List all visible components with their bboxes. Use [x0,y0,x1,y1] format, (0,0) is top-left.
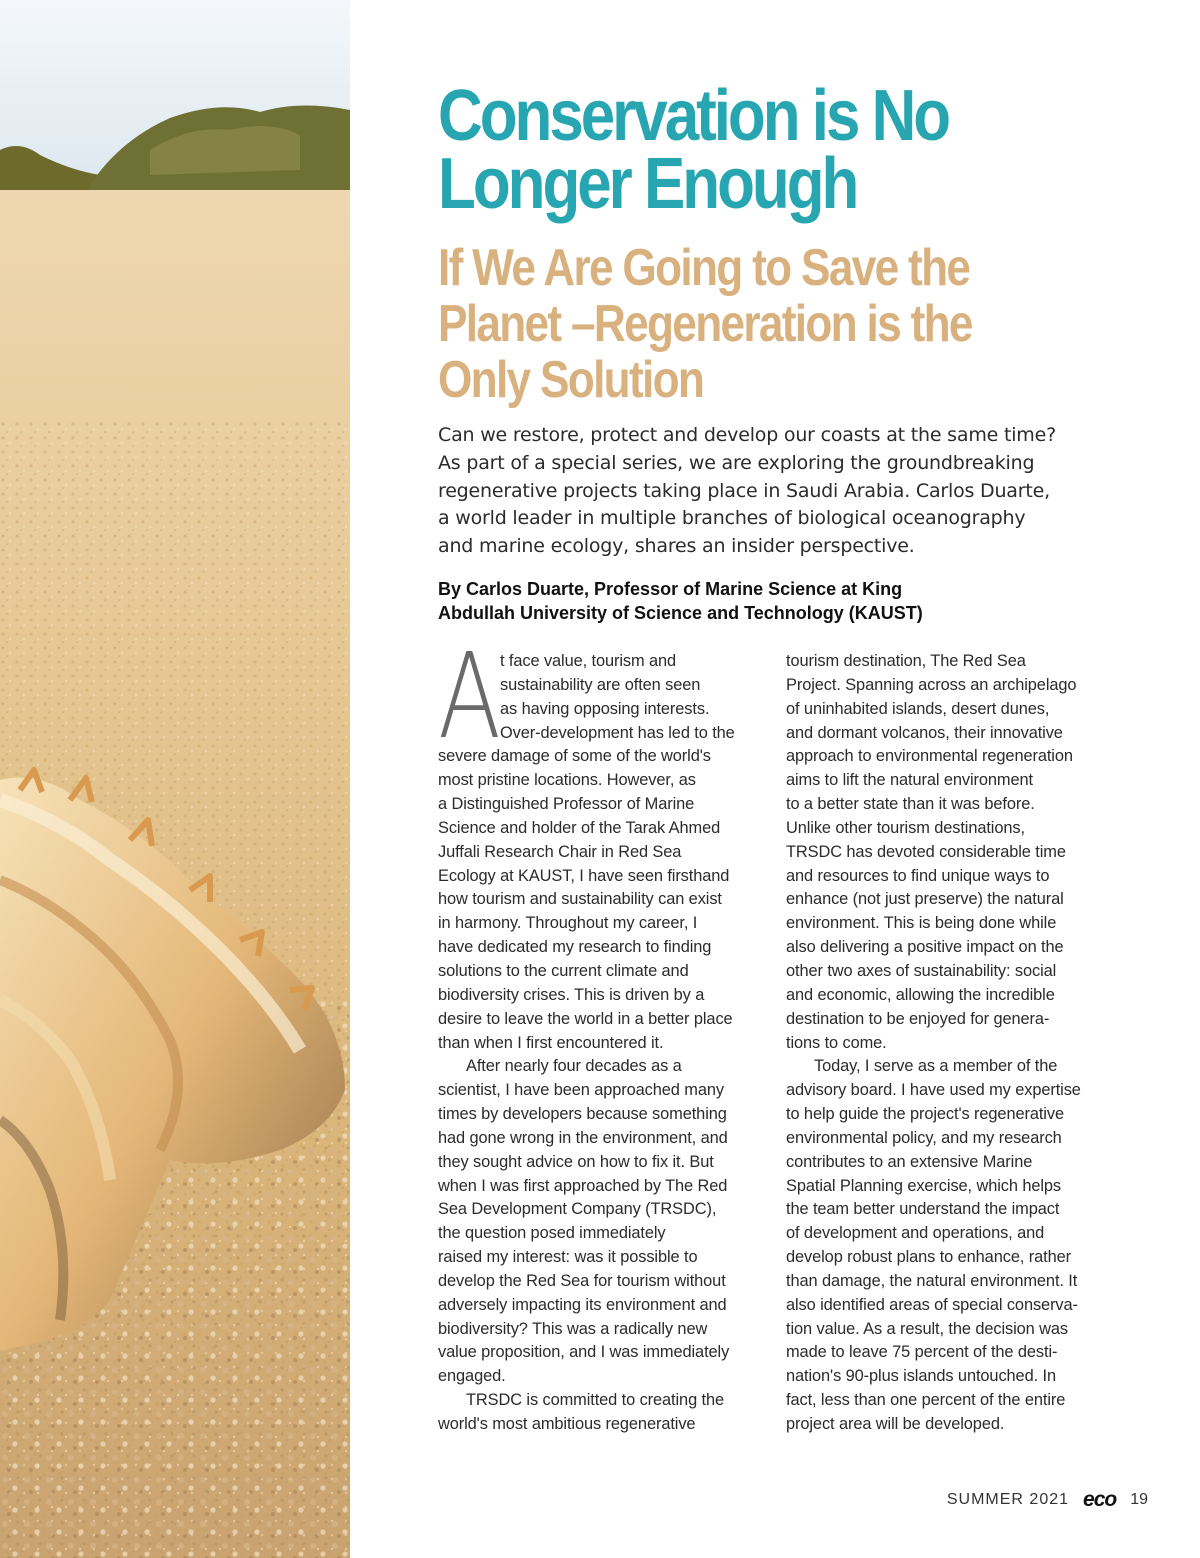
eco-logo: eco [1083,1488,1117,1511]
body-text-line: how tourism and sustainability can exist [438,890,722,909]
body-text-line: biodiversity crises. This is driven by a [438,985,705,1004]
body-text-line: and dormant volcanos, their innovative [786,723,1063,742]
body-text-line: severe damage of some of the world's [438,747,711,766]
body-text-line: advisory board. I have used my expertise [786,1081,1081,1100]
body-text-line: sustainability are often seen [500,675,701,694]
body-text-line: tion value. As a result, the decision was [786,1319,1068,1338]
intro-line: regenerative projects taking place in Saudi Arabia. Carlos Duarte, [438,479,1050,502]
byline-line: By Carlos Duarte, Professor of Marine Science at King [438,579,903,599]
body-text-line: times by developers because something [438,1105,727,1124]
body-text-line: Project. Spanning across an archipelago [786,675,1077,694]
body-text-line: environment. This is being done while [786,914,1057,933]
body-text-line: most pristine locations. However, as [438,771,696,790]
body-text-line: environmental policy, and my research [786,1128,1062,1147]
body-text-line: tourism destination, The Red Sea [786,652,1026,670]
body-text-line: world's most ambitious regenerative [438,1415,696,1433]
body-text-line: made to leave 75 percent of the desti- [786,1343,1058,1362]
body-text-line: engaged. [438,1367,506,1386]
body-text-line: Unlike other tourism destinations, [786,818,1025,837]
body-text-line: the team better understand the impact [786,1200,1060,1219]
article-intro [438,422,1138,561]
body-text-line: Juffali Research Chair in Red Sea [438,842,682,861]
body-text-line: also identified areas of special conserva- [786,1295,1078,1314]
body-text-line: to help guide the project's regenerative [786,1105,1064,1124]
intro-line: Can we restore, protect and develop our coasts at the same time? [438,424,1056,446]
body-text-line: a Distinguished Professor of Marine [438,795,695,814]
body-text-line: raised my interest: was it possible to [438,1248,698,1267]
body-text-line: contributes to an extensive Marine [786,1152,1033,1171]
body-text-line: value proposition, and I was immediately [438,1343,730,1362]
body-text-line: Today, I serve as a member of the [814,1057,1058,1076]
body-text-line: also delivering a positive impact on the [786,938,1064,957]
article-subheadline [438,240,1067,408]
article-headline: Conservation is No Longer Enough [438,76,949,224]
body-text-line: aims to lift the natural environment [786,771,1033,790]
body-text-line: had gone wrong in the environment, and [438,1128,728,1147]
intro-line: a world leader in multiple branches of biological oceanography [438,507,1026,530]
body-text-line: than damage, the natural environment. It [786,1271,1078,1290]
body-text-line: desire to leave the world in a better place [438,1009,733,1028]
body-text-line: develop robust plans to enhance, rather [786,1248,1071,1267]
body-text-line: solutions to the current climate and [438,961,689,980]
body-text-line: as having opposing interests. [500,699,710,718]
body-text-line: of uninhabited islands, desert dunes, [786,699,1050,718]
beach-seashell-photo [0,0,350,1558]
subheadline-line: Planet –Regeneration is the [438,295,972,353]
intro-line: As part of a special series, we are exploring the groundbreaking [438,451,1035,474]
body-text-line: the question posed immediately [438,1224,666,1243]
page-footer [947,1488,1148,1512]
body-text-line: fact, less than one percent of the entire [786,1391,1066,1410]
body-text-line: biodiversity? This was a radically new [438,1319,708,1338]
page-number: 19 [1130,1491,1148,1508]
drop-cap: A [438,627,501,765]
byline-line: Abdullah University of Science and Technology (KAUST) [438,603,923,623]
body-text-line: scientist, I have been approached many [438,1081,724,1100]
body-text-line: when I was first approached by The Red [438,1176,728,1195]
body-text-line: develop the Red Sea for tourism without [438,1271,726,1290]
article-byline [438,577,1138,625]
body-text-line: other two axes of sustainability: social [786,961,1057,980]
body-text-line: than when I first encountered it. [438,1033,664,1052]
body-column-left [438,650,768,1437]
body-text-line: and resources to find unique ways to [786,866,1050,885]
intro-line: and marine ecology, shares an insider perspective. [438,535,915,558]
body-text-line: TRSDC is committed to creating the [466,1391,725,1410]
issue-label: SUMMER 2021 [946,1491,1070,1508]
body-text-line: project area will be developed. [786,1415,1005,1433]
body-text-line: destination to be enjoyed for genera- [786,1009,1050,1028]
body-column-right [786,650,1116,1437]
body-text-line: to a better state than it was before. [786,795,1035,814]
body-text-line: enhance (not just preserve) the natural [786,890,1064,909]
body-text-line: nation's 90-plus islands untouched. In [786,1367,1056,1386]
body-text-line: have dedicated my research to finding [438,938,712,957]
body-text-line: Ecology at KAUST, I have seen firsthand [438,866,730,885]
body-text-line: Over-development has led to the [500,723,735,742]
body-text-line: of development and operations, and [786,1224,1045,1243]
body-text-line: and economic, allowing the incredible [786,985,1055,1004]
body-text-line: TRSDC has devoted considerable time [786,842,1066,861]
body-text-line: tions to come. [786,1033,887,1052]
body-text-line: they sought advice on how to fix it. But [438,1152,714,1171]
body-text-line: in harmony. Throughout my career, I [438,914,698,933]
body-text-line: After nearly four decades as a [466,1057,682,1076]
body-text-line: approach to environmental regeneration [786,747,1073,766]
subheadline-line: If We Are Going to Save the [438,239,970,297]
body-text-line: Science and holder of the Tarak Ahmed [438,818,721,837]
body-text-line: Sea Development Company (TRSDC), [438,1200,717,1219]
body-text-line: t face value, tourism and [500,652,677,670]
body-text-line: Spatial Planning exercise, which helps [786,1176,1062,1195]
body-text-line: adversely impacting its environment and [438,1295,727,1314]
subheadline-line: Only Solution [438,351,704,409]
